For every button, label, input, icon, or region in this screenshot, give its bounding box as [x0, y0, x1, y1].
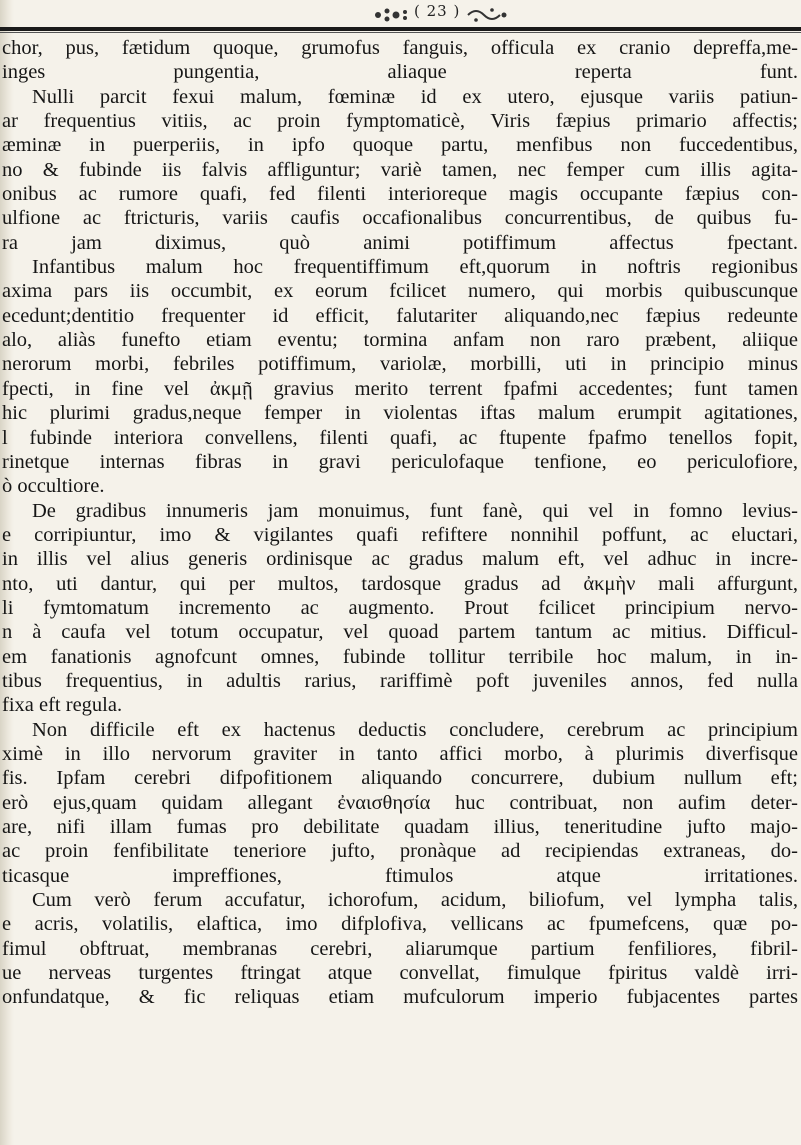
text-line: in illis vel alius generis ordinisque ac gradus malum eft, vel adhuc in incre-	[2, 548, 798, 571]
text-line: tibus frequentius, in adultis rarius, rariffimè poft juveniles annos, fed nulla	[2, 669, 798, 692]
text-line: nerorum morbi, febriles potiffimum, variolæ, morbilli, uti in principio minus	[2, 353, 798, 376]
text-line: Infantibus malum hoc frequentiffimum eft,quorum in noftris regionibus	[32, 256, 798, 279]
text-line: ulfione ac ftricturis, variis caufis occafionalibus concurrentibus, de quibus fu-	[2, 207, 798, 230]
body-text	[2, 36, 798, 1010]
printer-ornament-icon	[372, 4, 412, 26]
text-line: ximè in illo nervorum graviter in tanto affici morbo, à plurimis diverfisque	[2, 742, 798, 765]
text-line: fixa eft regula.	[2, 694, 123, 717]
text-line: axima pars iis occumbit, ex eorum fcilicet numero, qui morbis quibuscunque	[2, 280, 798, 303]
text-line: em fanationis agnofcunt omnes, fubinde tollitur terribile hoc malum, in in-	[2, 645, 798, 668]
text-line: are, nifi illam fumas pro debilitate quadam illius, teneritudine jufto majo-	[2, 816, 798, 838]
text-line: ra jam diximus, quò animi potiffimum affectus fpectant.	[2, 231, 798, 254]
text-line: ar frequentius vitiis, ac proin fymptomaticè, Viris fæpius primario affectis;	[2, 110, 798, 133]
header-rule-thin	[0, 32, 801, 33]
header-rule	[0, 27, 801, 31]
text-line: l fubinde interiora convellens, filenti quafi, ac ftupente fpafmo tenellos fopit,	[2, 426, 798, 449]
text-line: ecedunt;dentitio frequenter id efficit, falutariter aliquando,nec fæpius redeunte	[2, 304, 798, 327]
text-line: alo, aliàs funefto etiam eventu; tormina anfam non raro præbent, aliique	[2, 329, 798, 352]
text-line: no & fubinde iis falvis affliguntur; variè tamen, nec femper cum illis agita-	[2, 158, 798, 181]
text-line: fpecti, in fine vel ἀκμῇ gravius merito terrent fpafmi accedentes; funt tamen	[2, 377, 798, 400]
text-line: æminæ in puerperiis, in ipfo quoque partu, menfibus non fuccedentibus,	[2, 134, 798, 157]
text-line: fis. Ipfam cerebri difpofitionem aliquando concurrere, dubium nullum eft;	[2, 767, 798, 790]
text-line: fimul obftruat, membranas cerebri, aliarumque partium fenfiliores, fibril-	[2, 937, 798, 960]
text-line: Nulli parcit fexui malum, fœminæ id ex utero, ejusque variis patiun-	[32, 85, 798, 108]
text-line: De gradibus innumeris jam monuimus, funt fanè, qui vel in fomno levius-	[32, 499, 798, 522]
text-line: rinetque internas fibras in gravi periculofaque tenfione, eo periculofiore,	[2, 450, 798, 473]
printer-ornament-icon	[466, 5, 510, 25]
text-line: nto, uti dantur, qui per multos, tardosque gradus ad ἀκμὴν mali affurgunt,	[2, 572, 798, 595]
text-line: ò occultiore.	[2, 475, 105, 498]
text-line: Non difficile eft ex hactenus deductis concludere, cerebrum ac principium	[32, 718, 798, 741]
text-line: ticasque impreffiones, ftimulos atque irritationes.	[2, 864, 798, 887]
text-line: e acris, volatilis, elaftica, imo difplofiva, vellicans ac fpumefcens, quæ po-	[2, 913, 798, 936]
text-line: ue nerveas turgentes ftringat atque convellat, fimulque fpiritus valdè irri-	[2, 962, 798, 985]
text-line: Cum verò ferum accufatur, ichorofum, acidum, biliofum, vel lympha talis,	[32, 889, 798, 912]
text-line: hic plurimi gradus,neque femper in violentas iftas malum erumpit agitationes,	[2, 402, 798, 425]
text-line: n à caufa vel totum occupatur, vel quoad partem tantum ac mitius. Difficul-	[2, 621, 798, 644]
text-line: ac proin fenfibilitate teneriore jufto, pronàque ad recipiendas extraneas, do-	[2, 840, 798, 863]
text-line: onibus ac rumore quafi, fed filenti interioreque magis occupante fæpius con-	[2, 183, 798, 206]
page-number: ( 23 )	[414, 2, 461, 20]
text-line: e corripiuntur, imo & vigilantes quafi refiftere nonnihil poffunt, ac eluctari,	[2, 523, 798, 546]
text-line: erò ejus,quam quidam allegant ἐναισθησία huc contribuat, non aufim deter-	[2, 791, 798, 814]
text-line: onfundatque, & fic reliquas etiam mufculorum imperio fubjacentes partes	[2, 986, 798, 1009]
text-line: inges pungentia, aliaque reperta funt.	[2, 61, 798, 84]
text-line: chor, pus, fætidum quoque, grumofus fanguis, officula ex cranio depreffa,me-	[2, 37, 798, 59]
text-line: li fymtomatum incremento ac augmento. Prout fcilicet principium nervo-	[2, 596, 798, 619]
